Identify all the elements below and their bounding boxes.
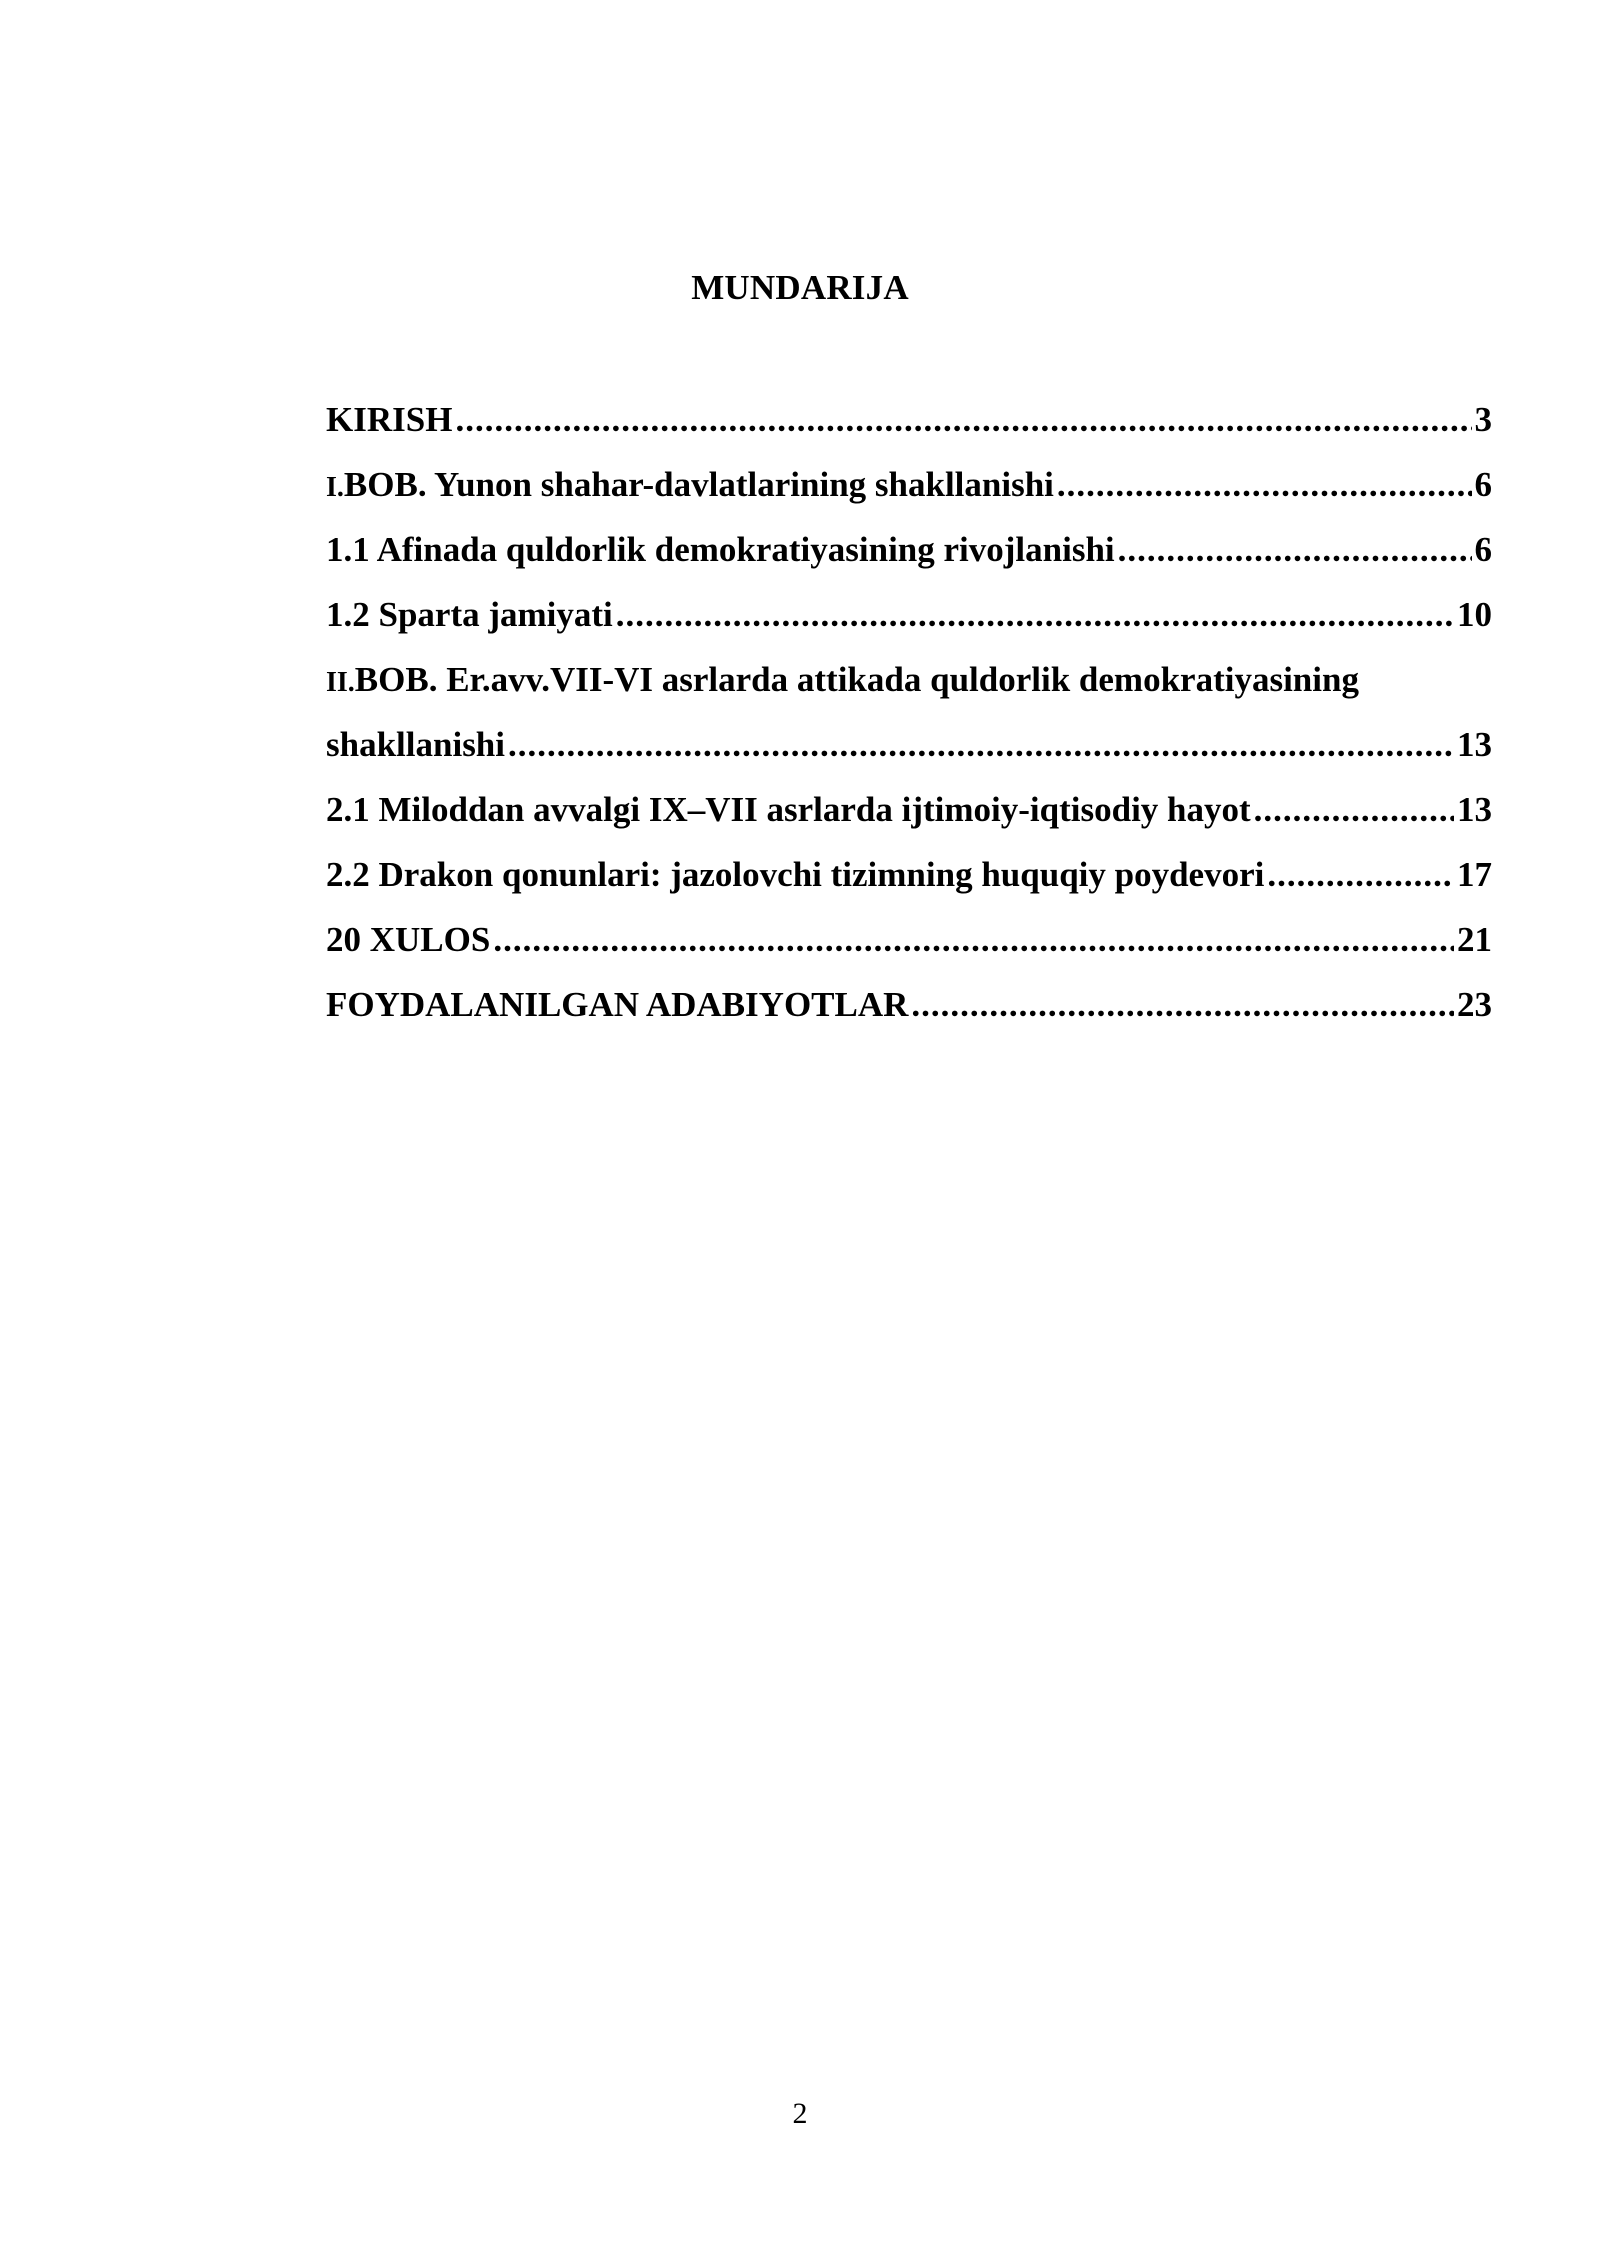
toc-dot-leader (455, 398, 1471, 442)
table-of-contents (326, 398, 1492, 1048)
toc-entry-label: 2.1 Miloddan avvalgi IX–VII asrlarda ijtimoiy-iqtisodiy hayot (326, 790, 1251, 829)
toc-entry-label: 1.2 Sparta jamiyati (326, 595, 613, 634)
toc-entry-label: 20 XULOS (326, 920, 491, 959)
toc-entry-label: BOB. Er.avv.VII-VI asrlarda attikada quldorlik demokratiyasining (354, 660, 1359, 699)
toc-dot-leader (1254, 788, 1454, 832)
toc-entry-page: 6 (1474, 530, 1492, 569)
page-title: MUNDARIJA (691, 268, 909, 307)
toc-entry-page: 6 (1474, 465, 1492, 504)
toc-entry-chapter-2-continued (326, 723, 1492, 788)
toc-dot-leader (1118, 528, 1472, 572)
toc-entry-label: BOB. Yunon shahar-davlatlarining shakllanishi (343, 465, 1054, 504)
toc-entry-section-1-1 (326, 528, 1492, 593)
toc-entry-section-2-2 (326, 853, 1492, 918)
toc-entry-page: 10 (1457, 595, 1492, 634)
toc-entry-page: 21 (1457, 920, 1492, 959)
toc-entry-section-1-2 (326, 593, 1492, 658)
toc-dot-leader (1057, 463, 1472, 507)
toc-entry-kirish (326, 398, 1492, 463)
toc-entry-label: KIRISH (326, 400, 453, 439)
toc-entry-page: 23 (1457, 985, 1492, 1024)
toc-entry-page: 17 (1457, 855, 1492, 894)
toc-entry-references (326, 983, 1492, 1048)
toc-dot-leader (1267, 853, 1454, 897)
toc-entry-section-2-1 (326, 788, 1492, 853)
toc-entry-page: 13 (1457, 725, 1492, 764)
toc-entry-page: 3 (1474, 400, 1492, 439)
toc-dot-leader (616, 593, 1454, 637)
toc-entry-chapter-2 (326, 658, 1492, 723)
toc-entry-page: 13 (1457, 790, 1492, 829)
toc-entry-label: 1.1 Afinada quldorlik demokratiyasining rivojlanishi (326, 530, 1115, 569)
page-number: 2 (792, 2097, 808, 2130)
toc-dot-leader (493, 918, 1454, 962)
toc-dot-leader (508, 723, 1454, 767)
toc-entry-xulosa (326, 918, 1492, 983)
toc-entry-chapter-1 (326, 463, 1492, 528)
toc-entry-label: 2.2 Drakon qonunlari: jazolovchi tizimning huquqiy poydevori (326, 855, 1265, 894)
toc-entry-prefix: II. (326, 667, 355, 698)
toc-entry-label: shakllanishi (326, 725, 505, 764)
toc-entry-label: FOYDALANILGAN ADABIYOTLAR (326, 985, 909, 1024)
toc-entry-prefix: I. (326, 472, 344, 503)
toc-dot-leader (911, 983, 1454, 1027)
